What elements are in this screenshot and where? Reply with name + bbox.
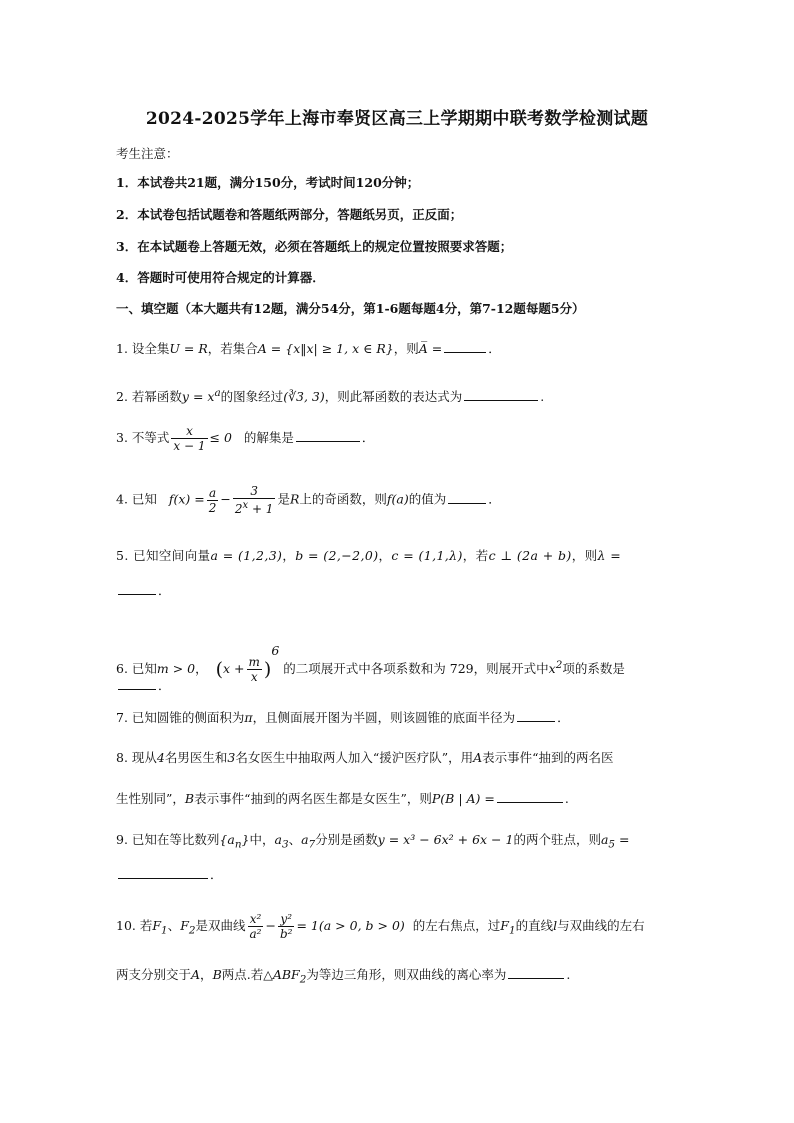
question-10: 10. 若$F_1$、$F_2$是双曲线 $\frac{\text{x²}}{\text{a²}}$ − $\frac{\text{y²}}{\text{b²}}$ = 1(a > 0, b > 0) 的左右焦点，过$F_1$的直线l与双曲线的左右 xyxy=(116,912,645,941)
fraction: $\frac{\text{x²}}{\text{a²}}$ xyxy=(249,912,262,941)
question-2: 2. 若幂函数$y = x^a$的图象经过(∛3, 3)，则此幂函数的表达式为 . xyxy=(116,387,545,405)
notice-item-3: 3．在本试题卷上答题无效，必须在答题纸上的规定位置按照要求答题； xyxy=(116,239,513,254)
question-7: 7. 已知圆锥的侧面积为π，且侧面展开图为半圆，则该圆锥的底面半径为 ． xyxy=(116,710,570,725)
question-5: 5. 已知空间向量a = (1,2,3)，b = (2,−2,0)，c = (1,1,λ)，若c ⊥ (2a + b)，则λ = xyxy=(116,548,622,563)
question-3: 3. 不等式 $\frac{x}{x - 1}$ ≤ 0 的解集是 ． xyxy=(116,424,375,453)
answer-blank[interactable] xyxy=(118,582,156,595)
notice-item-4: 4．答题时可使用符合规定的计算器． xyxy=(116,270,325,285)
answer-blank[interactable] xyxy=(448,491,486,504)
notice-item-1: 1．本试卷共21题，满分150分，考试时间120分钟； xyxy=(116,175,420,190)
answer-blank[interactable] xyxy=(464,388,538,401)
question-6-cont: ． xyxy=(116,677,171,694)
math: A̅ = xyxy=(418,341,443,356)
fraction: $\frac{\text{y²}}{\text{b²}}$ xyxy=(279,912,293,941)
question-6: 6. 已知m > 0， (x + $\frac{m}{x}$ )$^6$ 的二项展开式中各项系数和为 729，则展开式中$x^2$项的系数是 xyxy=(116,643,625,684)
question-9-cont: ． xyxy=(116,866,223,883)
answer-blank[interactable] xyxy=(118,677,156,690)
math: $y = x^a$ xyxy=(181,387,221,405)
fraction: $\frac{3}{2^x + 1}$ xyxy=(234,484,274,516)
math: A = {x‖x| ≥ 1, x ∈ R} xyxy=(257,341,394,356)
answer-blank[interactable] xyxy=(517,709,555,722)
notice-item-2: 2．本试卷包括试题卷和答题纸两部分，答题纸另页，正反面； xyxy=(116,207,463,222)
math: f(x) = xyxy=(168,491,205,507)
math: ≤ 0 xyxy=(209,430,232,445)
question-10-cont: 两支分别交于A，B两点.若$\triangle ABF_2$为等边三角形，则双曲线的离心率为 . xyxy=(116,967,571,986)
fraction: $\frac{a}{2}$ xyxy=(208,485,217,515)
answer-blank[interactable] xyxy=(296,429,360,442)
answer-blank[interactable] xyxy=(497,790,563,803)
math: (∛3, 3) xyxy=(283,389,325,405)
question-4: 4. 已知 f(x) = $\frac{a}{2}$ − $\frac{3}{2^x + 1}$ 是R上的奇函数，则f(a)的值为 ． xyxy=(116,484,501,516)
math: U = R xyxy=(169,341,208,356)
answer-blank[interactable] xyxy=(444,340,486,353)
question-8-cont: 生性别同”，B表示事件“抽到的两名医生都是女医生”，则P(B | A) = . xyxy=(116,791,569,806)
answer-blank[interactable] xyxy=(118,866,208,879)
fraction: $\frac{m}{x}$ xyxy=(248,655,260,684)
answer-blank[interactable] xyxy=(508,966,564,979)
question-1: 1. 设全集U = R，若集合A = {x‖x| ≥ 1, x ∈ R}，则A̅ = ． xyxy=(116,341,501,356)
notice-heading: 考生注意： xyxy=(116,146,179,161)
fraction: $\frac{x}{x - 1}$ xyxy=(173,424,206,453)
question-8: 8. 现从4名男医生和3名女医生中抽取两人加入“援沪医疗队”，用A表示事件“抽到的两名医 xyxy=(116,750,614,765)
question-9: 9. 已知在等比数列$\{a_n\}$中，$a_3$、$a_7$分别是函数y = x³ − 6x² + 6x − 1的两个驻点，则$a_5$ = xyxy=(116,832,630,851)
section-heading: 一、填空题（本大题共有12题，满分54分，第1-6题每题4分，第7-12题每题5分） xyxy=(116,301,585,316)
question-5-cont: ． xyxy=(116,582,171,599)
page-title: 2024-2025学年上海市奉贤区高三上学期期中联考数学检测试题 xyxy=(145,109,649,129)
